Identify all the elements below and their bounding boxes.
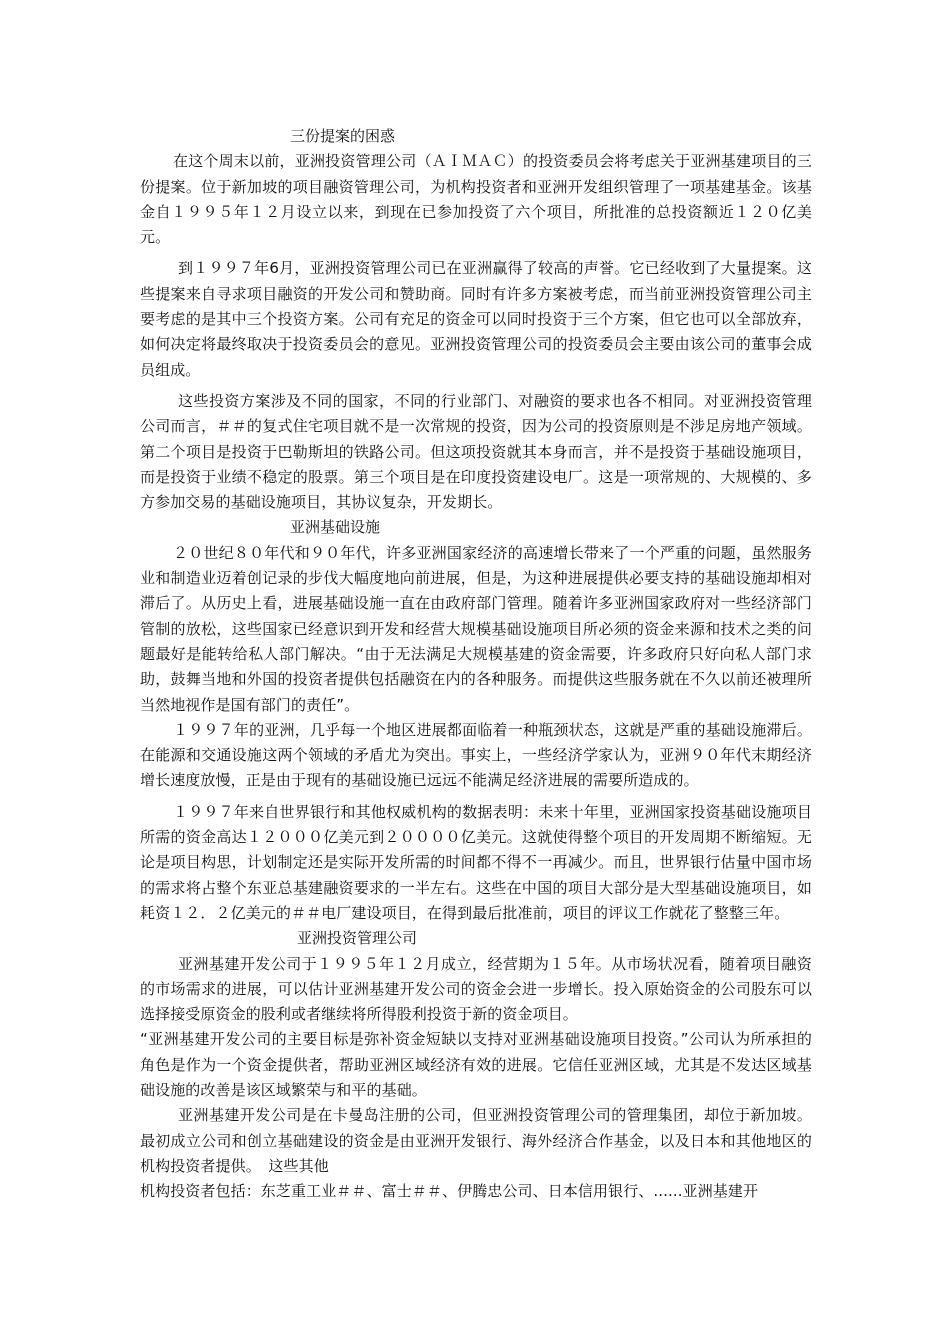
aimac-last-line: 机构投资者包括：东芝重工业＃＃、富士＃＃、伊腾忠公司、日本信用银行、......亚洲基建开 xyxy=(140,1182,759,1201)
aimac-paragraph-1: 亚洲基建开发公司于１９９５年１２月成立，经营期为１５年。从市场状况看，随着项目融资的市场需求的进展，可以估计亚洲基建开发公司的资金会进一步增长。投入原始资金的公司股东可以选择接受原资金的股利或者继续将所得股利投资于新的资金项目。 xyxy=(140,954,812,1024)
infrastructure-paragraph-3: １９９７年来自世界银行和其他权威机构的数据表明：未来十年里，亚洲国家投资基础设施项目所需的资金高达１２０００亿美元到２００００亿美元。这就使得整个项目的开发周期不断缩短。无论是项目构思，计划制定还是实际开发所需的时间都不得不一再减少。而且，世界银行估量中国市场的需求将占整个东亚总基建融资要求的一半左右。这些在中国的项目大部分是大型基础设施项目，如耗资１２．２亿美元的＃＃电厂建设项目，在得到最后批准前，项目的评议工作就花了整整三年。 xyxy=(140,802,812,922)
aimac-quote-paragraph: “亚洲基建开发公司的主要目标是弥补资金短缺以支持对亚洲基础设施项目投资。”公司认为所承担的角色是作为一个资金提供者，帮助亚洲区域经济有效的进展。它信任亚洲区域，尤其是不发达区域基础设施的改善是该区域繁荣与和平的基础。 xyxy=(140,1030,812,1099)
intro-paragraph-1: 在这个周末以前，亚洲投资管理公司（ＡＩＭＡＣ）的投资委员会将考虑关于亚洲基建项目的三份提案。位于新加坡的项目融资管理公司，为机构投资者和亚洲开发组织管理了一项基建基金。该基金自１９９５年１２月设立以来，到现在已参加投资了六个项目，所批准的总投资额近１２０亿美元。 xyxy=(140,152,812,247)
document-page xyxy=(140,124,812,1204)
section-heading-infrastructure: 亚洲基础设施 xyxy=(290,518,381,537)
section-heading-aimac: 亚洲投资管理公司 xyxy=(297,929,418,948)
infrastructure-paragraph-2: １９９７年的亚洲，几乎每一个地区进展都面临着一种瓶颈状态，这就是严重的基础设施滞后。在能源和交通设施这两个领域的矛盾尤为突出。事实上，一些经济学家认为，亚洲９０年代末期经济增长速度放慢，正是由于现有的基础设施已远远不能满足经济进展的需要所造成的。 xyxy=(140,720,812,790)
document-title: 三份提案的困惑 xyxy=(290,127,396,145)
intro-paragraph-3: 这些投资方案涉及不同的国家，不同的行业部门、对融资的要求也各不相同。对亚洲投资管理公司而言，＃＃的复式住宅项目就不是一次常规的投资，因为公司的投资原则是不涉足房地产领域。第二个项目是投资于巴勒斯坦的铁路公司。但这项投资就其本身而言，并不是投资于基础设施项目，而是投资于业绩不稳定的股票。第三个项目是在印度投资建设电厂。这是一项常规的、大规模的、多方参加交易的基础设施项目，其协议复杂，开发期长。 xyxy=(140,391,812,512)
aimac-paragraph-3: 亚洲基建开发公司是在卡曼岛注册的公司，但亚洲投资管理公司的管理集团，却位于新加坡。最初成立公司和创立基础建设的资金是由亚洲开发银行、海外经济合作基金，以及日本和其他地区的机构投资者提供。 这些其他 xyxy=(140,1106,812,1175)
infrastructure-paragraph-1: ２０世纪８０年代和９０年代，许多亚洲国家经济的高速增长带来了一个严重的问题，虽然服务业和制造业迈着创记录的步伐大幅度地向前进展，但是，为这种进展提供必要支持的基础设施却相对滞后了。从历史上看，进展基础设施一直在由政府部门管理。随着许多亚洲国家政府对一些经济部门管制的放松，这些国家已经意识到开发和经营大规模基础设施项目所必须的资金来源和技术之类的问题最好是能转给私人部门解决。“由于无法满足大规模基建的资金需要，许多政府只好向私人部门求助，鼓舞当地和外国的投资者提供包括融资在内的各种服务。而提供这些服务就在不久以前还被理所当然地视作是国有部门的责任”。 xyxy=(140,543,812,714)
intro-paragraph-2: 到１９９７年6月，亚洲投资管理公司已在亚洲赢得了较高的声誉。它已经收到了大量提案。这些提案来自寻求项目融资的开发公司和赞助商。同时有许多方案被考虑，而当前亚洲投资管理公司主要考虑的是其中三个投资方案。公司有充足的资金可以同时投资于三个方案，但它也可以全部放弃，如何决定将最终取决于投资委员会的意见。亚洲投资管理公司的投资委员会主要由该公司的董事会成员组成。 xyxy=(140,259,812,379)
